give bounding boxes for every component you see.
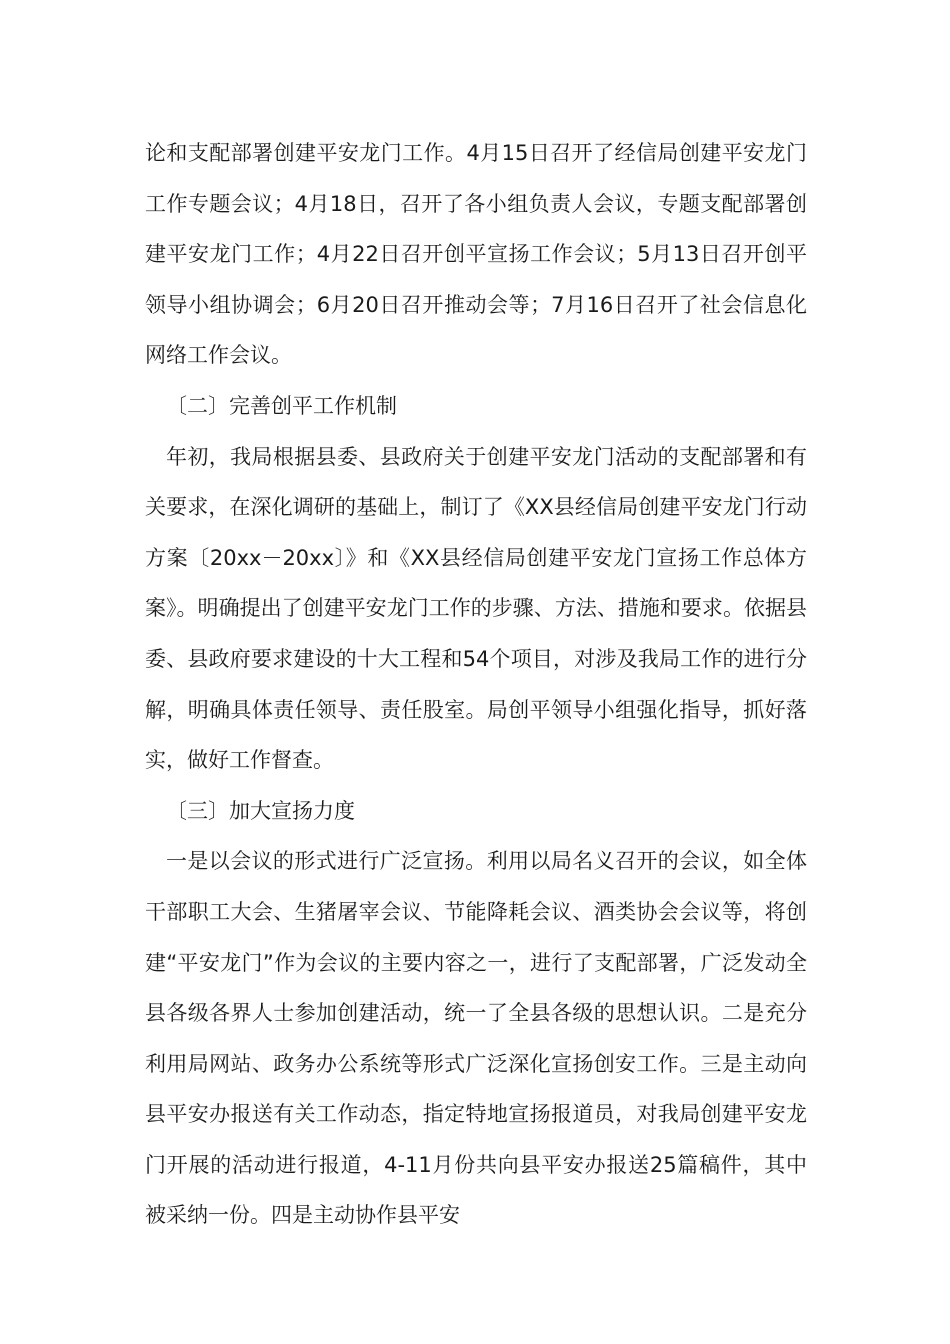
section-heading-publicity: 〔三〕加大宣扬力度 (166, 798, 355, 823)
paragraph-meetings: 论和支配部署创建平安龙门工作。4月15日召开了经信局创建平安龙门工作专题会议；4月18日，召开了各小组负责人会议，专题支配部署创建平安龙门工作；4月22日召开创平宣扬工作会议；5月13日召开创平领导小组协调会；6月20日召开推动会等；7月16日召开了社会信息化网络工作会议。 (145, 141, 807, 368)
section-heading-mechanism: 〔二〕完善创平工作机制 (166, 393, 397, 418)
paragraph-publicity: 一是以会议的形式进行广泛宣扬。利用以局名义召开的会议，如全体干部职工大会、生猪屠宰会议、节能降耗会议、酒类协会会议等，将创建“平安龙门”作为会议的主要内容之一，进行了支配部署，广泛发动全县各级各界人士参加创建活动，统一了全县各级的思想认识。二是充分利用局网站、政务办公系统等形式广泛深化宣扬创安工作。三是主动向县平安办报送有关工作动态，指定特地宣扬报道员，对我局创建平安龙门开展的活动进行报道，4-11月份共向县平安办报送25篇稿件，其中被采纳一份。四是主动协作县平安 (145, 849, 807, 1228)
document-body (145, 128, 807, 1241)
paragraph-mechanism: 年初，我局根据县委、县政府关于创建平安龙门活动的支配部署和有关要求，在深化调研的基础上，制订了《XX县经信局创建平安龙门行动方案〔20xx－20xx〕》和《XX县经信局创建平安龙门宣扬工作总体方案》。明确提出了创建平安龙门工作的步骤、方法、措施和要求。依据县委、县政府要求建设的十大工程和54个项目，对涉及我局工作的进行分解，明确具体责任领导、责任股室。局创平领导小组强化指导，抓好落实，做好工作督查。 (145, 444, 807, 773)
